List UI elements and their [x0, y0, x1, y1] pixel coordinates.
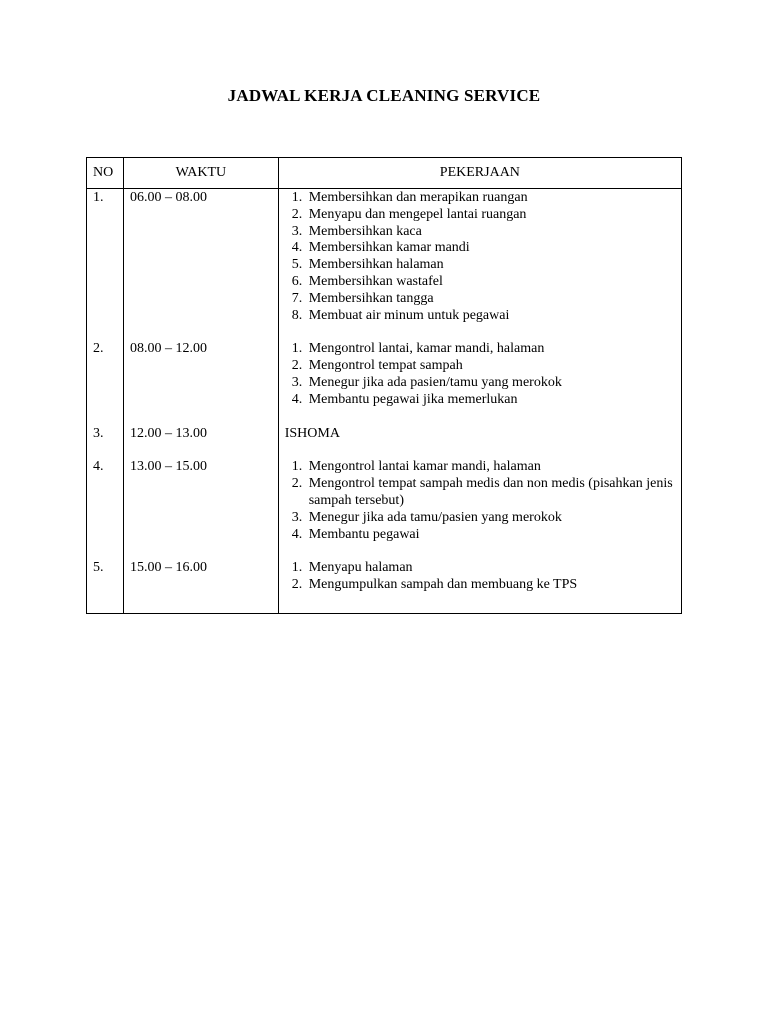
task-text: ISHOMA: [284, 425, 340, 441]
task-list: [285, 459, 675, 543]
task-item: 3. Membersihkan kaca: [306, 224, 675, 241]
cell-waktu: 15.00 – 16.00: [123, 559, 278, 613]
cell-pekerjaan: [278, 425, 681, 459]
cell-no: 1.: [87, 189, 124, 341]
task-item: 1. Mengontrol lantai kamar mandi, halaman: [306, 459, 675, 476]
task-item: 4. Membersihkan kamar mandi: [306, 240, 675, 257]
task-item: 2. Mengontrol tempat sampah: [306, 358, 675, 375]
cell-no: 5.: [87, 559, 124, 613]
task-item: 4. Membantu pegawai jika memerlukan: [306, 392, 675, 409]
task-list: [285, 190, 675, 324]
task-item: 7. Membersihkan tangga: [306, 291, 675, 308]
table-row: [87, 559, 682, 613]
task-list: [285, 560, 675, 594]
cell-no: 4.: [87, 458, 124, 559]
cell-pekerjaan: [278, 340, 681, 424]
table-header-row: [87, 158, 682, 189]
document-title: JADWAL KERJA CLEANING SERVICE: [227, 86, 541, 105]
task-item: 2. Mengontrol tempat sampah medis dan non medis (pisahkan jenis sampah tersebut): [306, 476, 675, 510]
task-item: 4. Membantu pegawai: [306, 527, 675, 544]
cell-pekerjaan: [278, 458, 681, 559]
cell-waktu: 06.00 – 08.00: [123, 189, 278, 341]
task-list: [285, 341, 675, 408]
cell-pekerjaan: [278, 189, 681, 341]
task-item: 6. Membersihkan wastafel: [306, 274, 675, 291]
task-item: 1. Menyapu halaman: [306, 560, 675, 577]
table-row: [87, 189, 682, 341]
table-row: [87, 340, 682, 424]
header-waktu: WAKTU: [123, 158, 278, 189]
task-item: 1. Membersihkan dan merapikan ruangan: [306, 190, 675, 207]
task-item: 2. Menyapu dan mengepel lantai ruangan: [306, 207, 675, 224]
cell-no: 2.: [87, 340, 124, 424]
cell-waktu: 13.00 – 15.00: [123, 458, 278, 559]
schedule-body: [87, 189, 682, 614]
task-item: 1. Mengontrol lantai, kamar mandi, halaman: [306, 341, 675, 358]
schedule-table: [86, 157, 682, 614]
table-row: [87, 425, 682, 459]
cell-no: 3.: [87, 425, 124, 459]
task-item: 5. Membersihkan halaman: [306, 257, 675, 274]
task-item: 2. Mengumpulkan sampah dan membuang ke TPS: [306, 577, 675, 594]
cell-waktu: 12.00 – 13.00: [123, 425, 278, 459]
task-item: 3. Menegur jika ada tamu/pasien yang merokok: [306, 510, 675, 527]
cell-waktu: 08.00 – 12.00: [123, 340, 278, 424]
header-pekerjaan: PEKERJAAN: [278, 158, 681, 189]
header-no: NO: [87, 158, 124, 189]
task-item: 8. Membuat air minum untuk pegawai: [306, 308, 675, 325]
cell-pekerjaan: [278, 559, 681, 613]
table-row: [87, 458, 682, 559]
task-item: 3. Menegur jika ada pasien/tamu yang merokok: [306, 375, 675, 392]
